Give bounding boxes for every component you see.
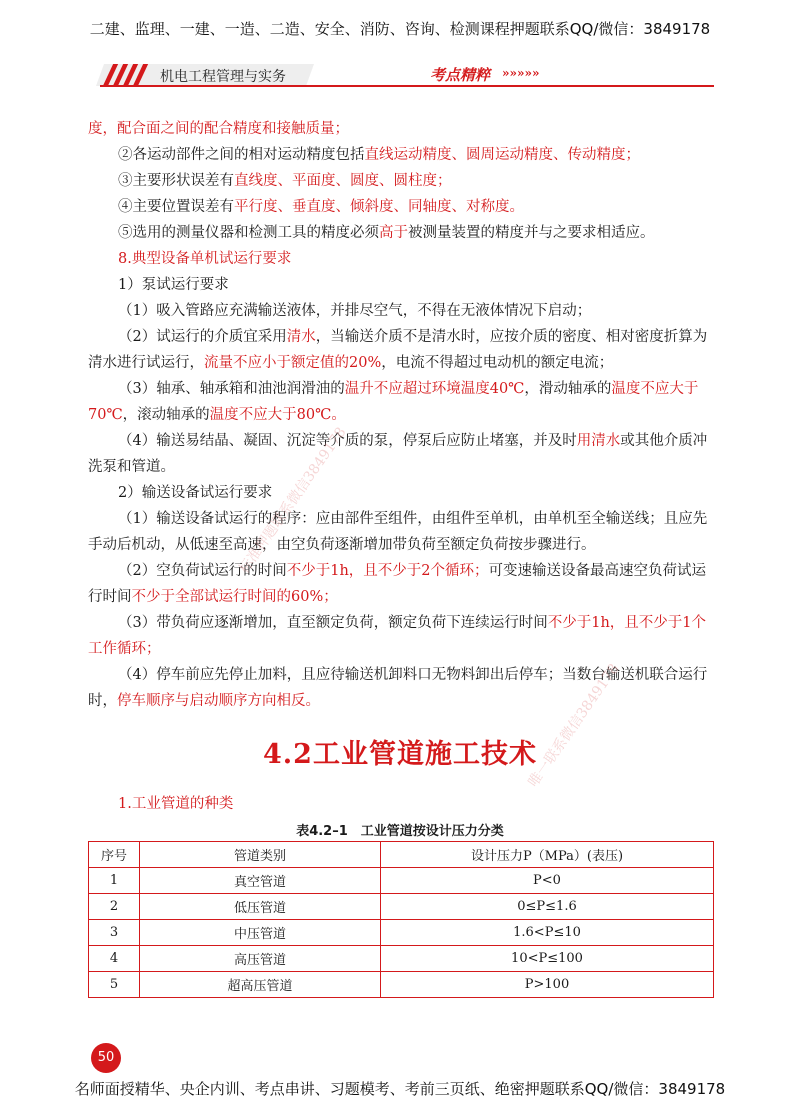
chevron-arrows-icon: »»»»» (502, 66, 540, 80)
table-cell: 5 (89, 972, 140, 998)
table-cell: 0≤P≤1.6 (381, 894, 714, 920)
section-heading: 8.典型设备单机试运行要求 (118, 251, 292, 267)
table-cell: 2 (89, 894, 140, 920)
paragraph: ③主要形状误差有直线度、平面度、圆度、圆柱度； (118, 173, 452, 189)
table-row (89, 868, 714, 894)
body-text (88, 116, 714, 714)
table-row (89, 972, 714, 998)
paragraph: （1）吸入管路应充满输送液体，并排尽空气，不得在无液体情况下启动； (118, 303, 592, 319)
table-cell: 中压管道 (140, 920, 381, 946)
table-caption: 表4.2–1 工业管道按设计压力分类 (296, 824, 504, 839)
column-header: 序号 (89, 842, 140, 868)
table-cell: 超高压管道 (140, 972, 381, 998)
paragraph: 1）泵试运行要求 (118, 277, 229, 293)
watermark: 标准押题联系微信3849178 (236, 424, 350, 577)
column-header: 管道类别 (140, 842, 381, 868)
subsection-title: 1.工业管道的种类 (118, 796, 234, 812)
header-rule (100, 85, 714, 87)
table-row (89, 894, 714, 920)
table-cell: 3 (89, 920, 140, 946)
paragraph: （2）试运行的介质宜采用清水，当输送介质不是清水时，应按介质的密度、相对密度折算为清水进行试运行，流量不应小于额定值的20%，电流不得超过电动机的额定电流； (88, 329, 708, 371)
table-cell: 1.6<P≤10 (381, 920, 714, 946)
paragraph: （4）停车前应先停止加料，且应待输送机卸料口无物料卸出后停车；当数台输送机联合运行时，停车顺序与启动顺序方向相反。 (88, 667, 708, 709)
top-banner: 二建、监理、一建、一造、二造、安全、消防、咨询、检测课程押题联系QQ/微信：3849178 (89, 20, 711, 38)
table-cell: 10<P≤100 (381, 946, 714, 972)
book-title: 机电工程管理与实务 (160, 69, 286, 85)
section-tag: 考点精粹 (430, 66, 491, 84)
table-row (89, 946, 714, 972)
column-header: 设计压力P（MPa）(表压) (381, 842, 714, 868)
section-title: 4.2工业管道施工技术 (263, 739, 537, 770)
page-header (100, 64, 714, 86)
table-cell: P<0 (381, 868, 714, 894)
table-header-row (89, 842, 714, 868)
paragraph: （3）轴承、轴承箱和油池润滑油的温升不应超过环境温度40℃，滑动轴承的温度不应大于70℃，滚动轴承的温度不应大于80℃。 (88, 381, 699, 423)
watermark: 唯一联系微信3849178 (525, 661, 623, 791)
table-cell: 4 (89, 946, 140, 972)
paragraph: ⑤选用的测量仪器和检测工具的精度必须高于被测量装置的精度并与之要求相适应。 (118, 225, 655, 241)
paragraph: 2）输送设备试运行要求 (118, 485, 273, 501)
paragraph: （2）空负荷试运行的时间不少于1h，且不少于2个循环；可变速输送设备最高速空负荷试运行时间不少于全部试运行时间的60%； (88, 563, 707, 605)
paragraph: 度，配合面之间的配合精度和接触质量； (88, 121, 349, 137)
table-row (89, 920, 714, 946)
paragraph: ④主要位置误差有平行度、垂直度、倾斜度、同轴度、对称度。 (118, 199, 524, 215)
pressure-classification-table (88, 841, 714, 998)
table-cell: 1 (89, 868, 140, 894)
paragraph: （1）输送设备试运行的程序：应由部件至组件，由组件至单机，由单机至全输送线；且应先手动后机动，从低速至高速，由空负荷逐渐增加带负荷至额定负荷按步骤进行。 (88, 511, 708, 553)
table-cell: 真空管道 (140, 868, 381, 894)
table-cell: 低压管道 (140, 894, 381, 920)
paragraph: （4）输送易结晶、凝固、沉淀等介质的泵，停泵后应防止堵塞，并及时用清水或其他介质冲洗泵和管道。 (88, 433, 708, 475)
paragraph: （3）带负荷应逐渐增加，直至额定负荷，额定负荷下连续运行时间不少于1h，且不少于1个工作循环； (88, 615, 707, 657)
table-cell: 高压管道 (140, 946, 381, 972)
paragraph: ②各运动部件之间的相对运动精度包括直线运动精度、圆周运动精度、传动精度； (118, 147, 640, 163)
table-cell: P>100 (381, 972, 714, 998)
page-number: 50 (91, 1043, 121, 1073)
bottom-banner: 名师面授精华、央企内训、考点串讲、习题模考、考前三页纸、绝密押题联系QQ/微信：3849178 (74, 1080, 726, 1098)
